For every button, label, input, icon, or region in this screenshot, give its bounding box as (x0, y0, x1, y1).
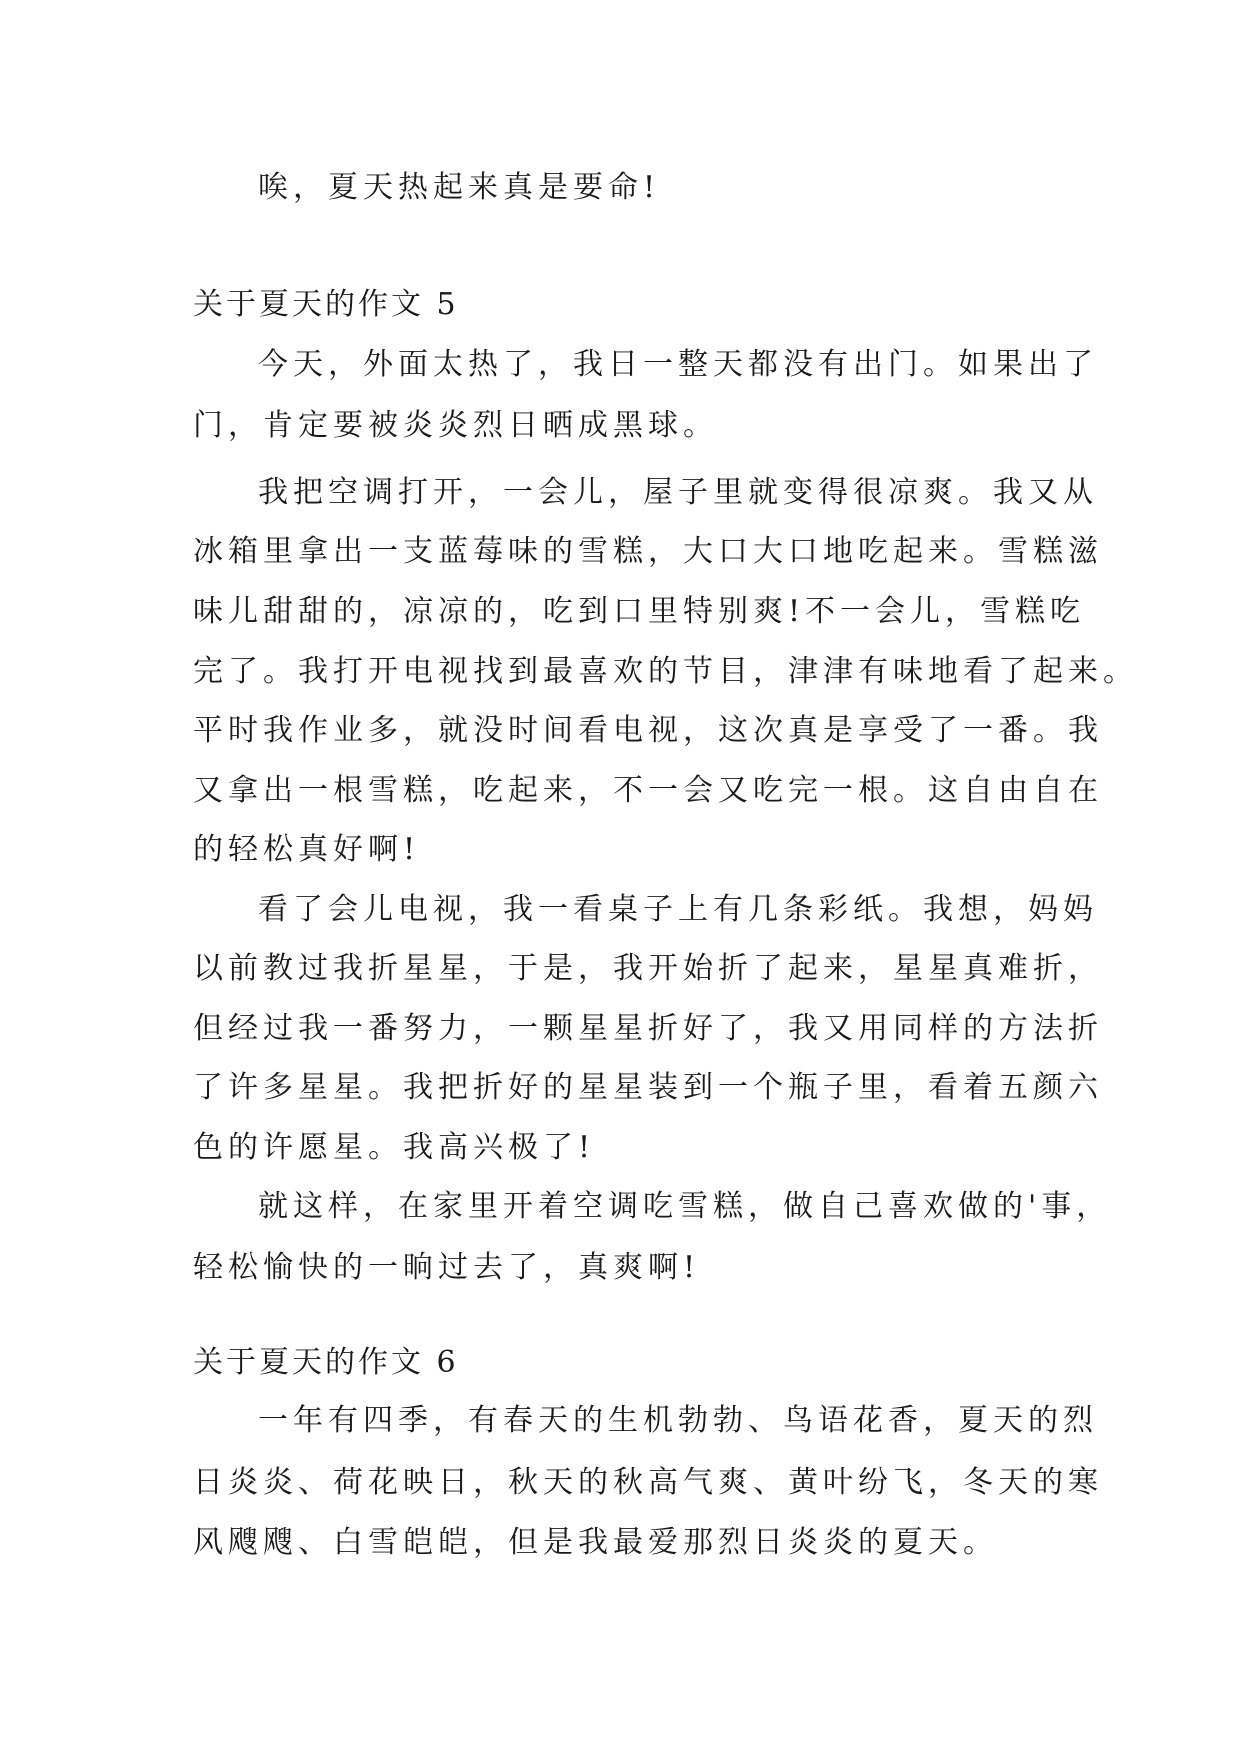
paragraph-line: 就这样，在家里开着空调吃雪糕，做自己喜欢做的'事， (258, 1189, 1112, 1224)
paragraph-line: 一年有四季，有春天的生机勃勃、鸟语花香，夏天的烈 (258, 1403, 1098, 1438)
paragraph-line: 日炎炎、荷花映日，秋天的秋高气爽、黄叶纷飞，冬天的寒 (193, 1465, 1103, 1500)
paragraph-line: 了许多星星。我把折好的星星装到一个瓶子里，看着五颜六 (193, 1070, 1103, 1105)
paragraph-line: 但经过我一番努力，一颗星星折好了，我又用同样的方法折 (193, 1011, 1103, 1046)
paragraph-line: 冰箱里拿出一支蓝莓味的雪糕，大口大口地吃起来。雪糕滋 (193, 534, 1103, 569)
paragraph-line: 唉，夏天热起来真是要命! (258, 170, 661, 205)
paragraph-line: 我把空调打开，一会儿，屋子里就变得很凉爽。我又从 (258, 475, 1098, 510)
section-heading: 关于夏天的作文 5 (193, 287, 459, 322)
paragraph-line: 风飕飕、白雪皑皑，但是我最爱那烈日炎炎的夏天。 (193, 1525, 998, 1560)
section-heading: 关于夏天的作文 6 (193, 1345, 459, 1380)
paragraph-line: 又拿出一根雪糕，吃起来，不一会又吃完一根。这自由自在 (193, 773, 1103, 808)
paragraph-line: 色的许愿星。我高兴极了! (193, 1130, 596, 1165)
paragraph-line: 平时我作业多，就没时间看电视，这次真是享受了一番。我 (193, 713, 1103, 748)
paragraph-line: 今天，外面太热了，我日一整天都没有出门。如果出了 (258, 347, 1098, 382)
paragraph-line: 轻松愉快的一晌过去了，真爽啊! (193, 1250, 701, 1285)
paragraph-line: 看了会儿电视，我一看桌子上有几条彩纸。我想，妈妈 (258, 892, 1098, 927)
paragraph-line: 的轻松真好啊! (193, 832, 421, 867)
paragraph-line: 以前教过我折星星，于是，我开始折了起来，星星真难折， (193, 951, 1103, 986)
paragraph-line: 味儿甜甜的，凉凉的，吃到口里特别爽!不一会儿，雪糕吃 (193, 594, 1086, 629)
paragraph-line: 门，肯定要被炎炎烈日晒成黑球。 (193, 408, 718, 443)
paragraph-line: 完了。我打开电视找到最喜欢的节目，津津有味地看了起来。 (193, 654, 1138, 689)
